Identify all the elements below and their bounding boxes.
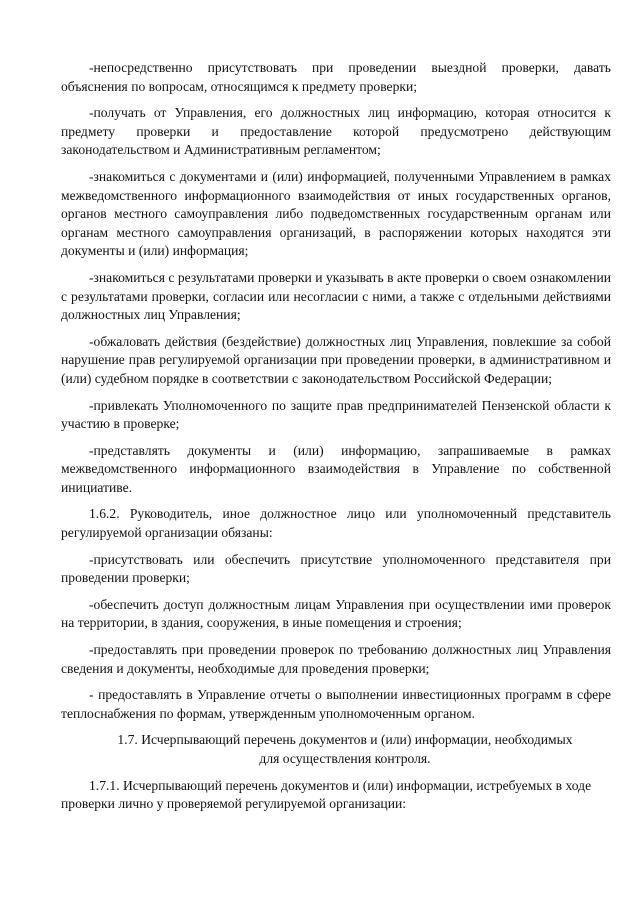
final-paragraph: 1.7.1. Исчерпывающий перечень документов и (или) информации, истребуемых в ходе проверки лично у проверяемой регулируемой организации:: [61, 777, 592, 812]
paragraph-7: -представлять документы и (или) информацию, запрашиваемые в рамках межведомственного информационного взаимодействия в Управление по собственной инициативе.: [61, 442, 611, 495]
paragraph-5: -обжаловать действия (бездействие) должностных лиц Управления, повлекшие за собой нарушение прав регулируемой организации при проведении проверки, в административном и (или) судебном порядке в соответствии с законодательством Российской Федерации;: [61, 333, 611, 386]
paragraph-3: -знакомиться с документами и (или) информацией, полученными Управлением в рамках межведомственного информационного взаимодействия от иных государственных органов, органов местного самоуправления либо подведомственных государственным органам или органам местного самоуправления организаций, в распоряжении которых находятся эти документы и (или) информация;: [61, 168, 611, 259]
paragraph-10: -обеспечить доступ должностным лицам Управления при осуществлении ими проверок на территории, в здания, сооружения, в иные помещения и строения;: [61, 596, 611, 631]
paragraph-4: -знакомиться с результатами проверки и указывать в акте проверки о своем ознакомлении с результатами проверки, согласии или несогласии с ними, а также с отдельными действиями должностных лиц Управления;: [61, 269, 611, 323]
section-heading: [61, 731, 611, 768]
paragraph-9: -присутствовать или обеспечить присутствие уполномоченного представителя при проведении проверки;: [61, 551, 611, 586]
paragraph-6: -привлекать Уполномоченного по защите прав предпринимателей Пензенской области к участию в проверке;: [61, 397, 611, 432]
paragraph-11: -предоставлять при проведении проверок по требованию должностных лиц Управления сведения и документы, необходимые для проведения проверки;: [61, 642, 611, 676]
document-page: [61, 59, 611, 822]
section-heading-line-2: для осуществления контроля.: [259, 751, 431, 766]
paragraph-12: - предоставлять в Управление отчеты о выполнении инвестиционных программ в сфере теплоснабжения по формам, утвержденным уполномоченным органом.: [61, 687, 611, 721]
paragraph-1: -непосредственно присутствовать при проведении выездной проверки, давать объяснения по вопросам, относящимся к предмету проверки;: [61, 60, 611, 94]
paragraph-2: -получать от Управления, его должностных лиц информацию, которая относится к предмету проверки и предоставление которой предусмотрено действующим законодательством и Административным регламентом;: [61, 105, 611, 158]
paragraph-8: 1.6.2. Руководитель, иное должностное лицо или уполномоченный представитель регулируемой организации обязаны:: [61, 506, 611, 541]
section-heading-line-1: 1.7. Исчерпывающий перечень документов и (или) информации, необходимых: [117, 732, 573, 748]
